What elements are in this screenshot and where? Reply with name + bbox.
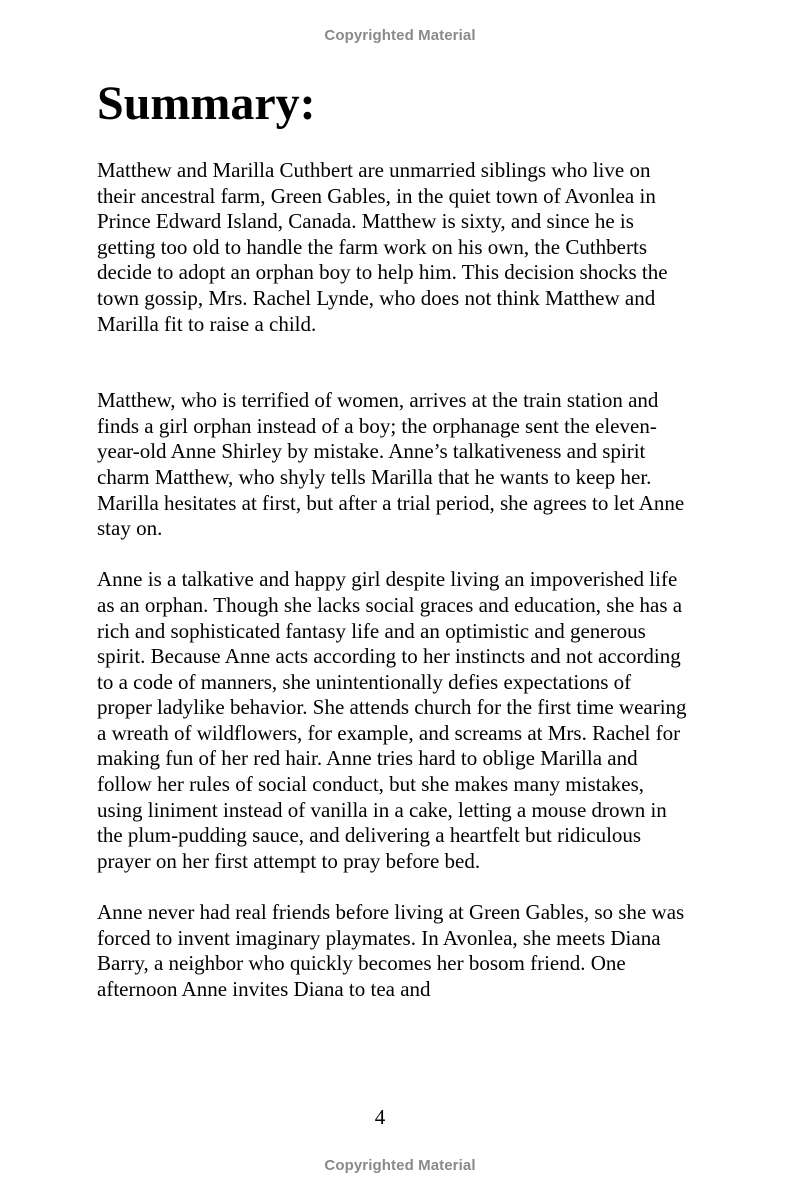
paragraph-4: Anne never had real friends before living at Green Gables, so she was forced to invent imaginary playmates. In Avonlea, she meets Diana Barry, a neighbor who quickly becomes her bosom friend. One afternoon Anne invites Diana to tea and xyxy=(97,900,685,1001)
copyright-watermark-top: Copyrighted Material xyxy=(324,27,476,44)
paragraph-2: Matthew, who is terrified of women, arrives at the train station and finds a girl orphan instead of a boy; the orphanage sent the eleven-year-old Anne Shirley by mistake. Anne’s talkativeness and spirit charm Matthew, who shyly tells Marilla that he wants to keep her. Marilla hesitates at first, but after a trial period, she agrees to let Anne stay on. xyxy=(97,388,685,541)
copyright-watermark-bottom: Copyrighted Material xyxy=(324,1157,476,1174)
page-title: Summary: xyxy=(97,77,316,130)
summary-body xyxy=(97,158,687,1002)
paragraph-1: Matthew and Marilla Cuthbert are unmarried siblings who live on their ancestral farm, Green Gables, in the quiet town of Avonlea in Prince Edward Island, Canada. Matthew is sixty, and since he is getting too old to handle the farm work on his own, the Cuthberts decide to adopt an orphan boy to help him. This decision shocks the town gossip, Mrs. Rachel Lynde, who does not think Matthew and Marilla fit to raise a child. xyxy=(97,158,668,336)
paragraph-3: Anne is a talkative and happy girl despite living an impoverished life as an orphan. Though she lacks social graces and education, she has a rich and sophisticated fantasy life and an optimistic and generous spirit. Because Anne acts according to her instincts and not according to a code of manners, she unintentionally defies expectations of proper ladylike behavior. She attends church for the first time wearing a wreath of wildflowers, for example, and screams at Mrs. Rachel for making fun of her red hair. Anne tries hard to oblige Marilla and follow her rules of social conduct, but she makes many mistakes, using liniment instead of vanilla in a cake, letting a mouse drown in the plum-pudding sauce, and delivering a heartfelt but ridiculous prayer on her first attempt to pray before bed. xyxy=(97,567,687,873)
page-number: 4 xyxy=(374,1105,386,1129)
